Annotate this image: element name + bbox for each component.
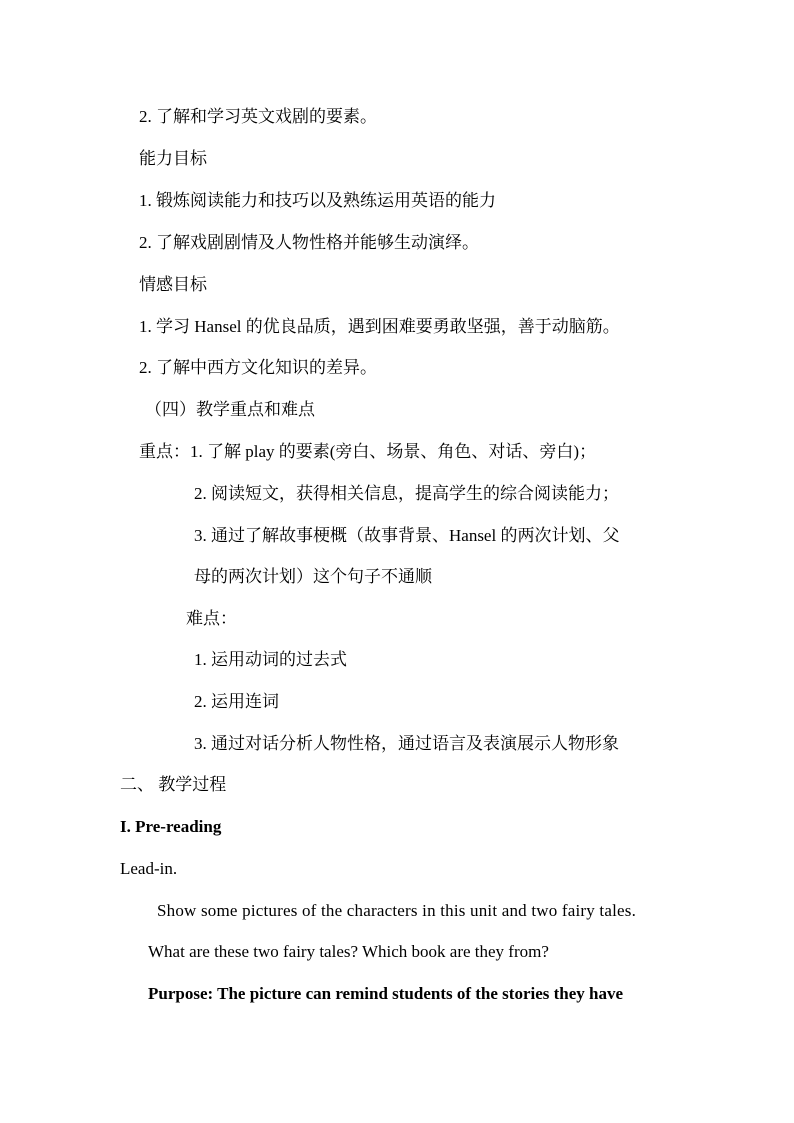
difficulty-2: 2. 运用连词 [194, 692, 279, 711]
lead-in-text-1: Show some pictures of the characters in this unit and two fairy tales. [157, 901, 637, 920]
key-point-3: 3. 通过了解故事梗概（故事背景、Hansel 的两次计划、父 [194, 526, 620, 545]
emotion-goal-1: 1. 学习 Hansel 的优良品质，遇到困难要勇敢坚强，善于动脑筋。 [139, 317, 620, 336]
ability-goal-2: 2. 了解戏剧剧情及人物性格并能够生动演绎。 [139, 233, 479, 252]
lead-in-text-2: What are these two fairy tales? Which book are they from? [148, 942, 549, 961]
heading-teaching-process: 二、 教学过程 [120, 775, 227, 794]
lead-in-label: Lead-in. [120, 859, 178, 878]
key-point-1: 重点：1. 了解 play 的要素(旁白、场景、角色、对话、旁白)； [139, 442, 597, 461]
difficulty-1: 1. 运用动词的过去式 [194, 650, 347, 669]
heading-pre-reading: I. Pre-reading [120, 817, 222, 836]
heading-key-points: （四）教学重点和难点 [145, 400, 315, 419]
goal-line-2: 2. 了解和学习英文戏剧的要素。 [139, 107, 377, 126]
difficulty-3: 3. 通过对话分析人物性格，通过语言及表演展示人物形象 [194, 734, 619, 753]
key-point-2: 2. 阅读短文，获得相关信息，提高学生的综合阅读能力； [194, 484, 619, 503]
heading-emotion-goals: 情感目标 [139, 275, 207, 294]
heading-difficulties: 难点： [186, 609, 237, 628]
ability-goal-1: 1. 锻炼阅读能力和技巧以及熟练运用英语的能力 [139, 191, 496, 210]
heading-ability-goals: 能力目标 [139, 149, 207, 168]
purpose-text: Purpose: The picture can remind students of the stories they have [148, 984, 624, 1003]
key-point-3-cont: 母的两次计划）这个句子不通顺 [194, 567, 432, 586]
emotion-goal-2: 2. 了解中西方文化知识的差异。 [139, 358, 377, 377]
